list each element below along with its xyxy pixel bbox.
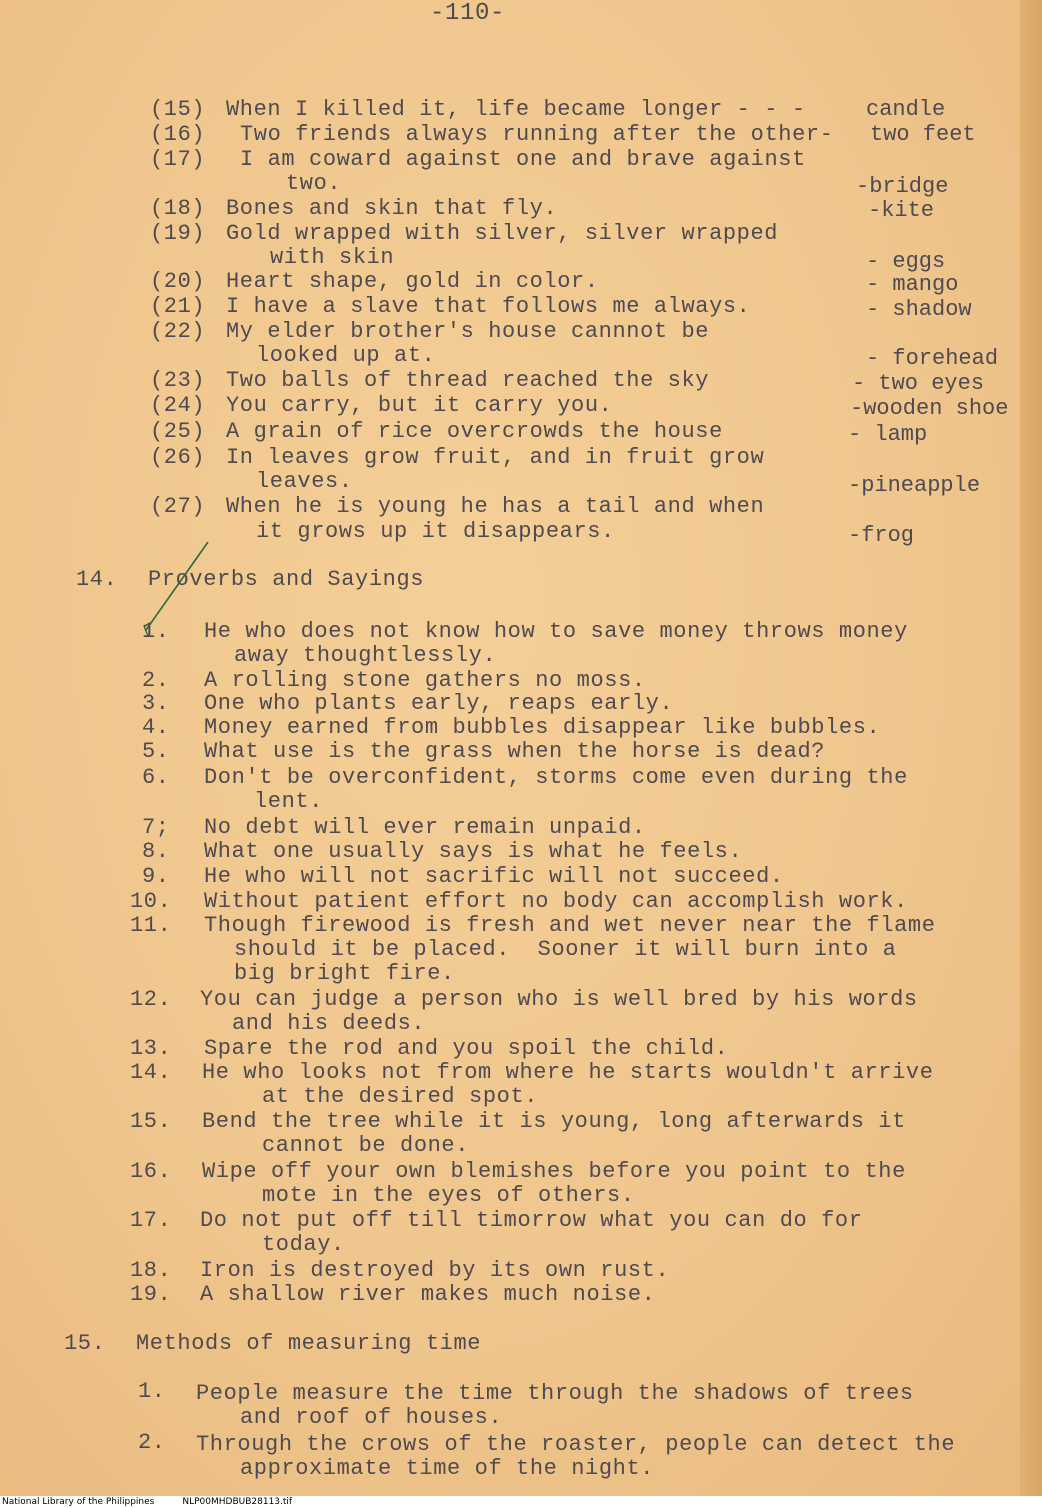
proverb-number: 2.: [142, 668, 170, 693]
method-number: 1.: [138, 1379, 166, 1404]
proverb-number: 18.: [130, 1258, 172, 1283]
proverb-number: 19.: [130, 1282, 172, 1307]
riddle-number: (15): [150, 97, 206, 122]
proverb-text-cont: at the desired spot.: [262, 1084, 539, 1109]
proverb-text-cont: cannot be done.: [262, 1133, 470, 1158]
proverb-number: 8.: [142, 839, 170, 864]
riddle-text: I am coward against one and brave against: [240, 147, 806, 172]
proverb-text-cont: away thoughtlessly.: [234, 643, 497, 668]
riddle-answer: - lamp: [848, 422, 928, 447]
riddle-number: (24): [150, 393, 206, 418]
proverb-text: A shallow river makes much noise.: [200, 1282, 656, 1307]
riddle-text: Bones and skin that fly.: [226, 196, 558, 221]
riddle-text: You carry, but it carry you.: [226, 393, 613, 418]
riddle-answer: - forehead: [866, 346, 999, 371]
riddle-answer: - mango: [866, 272, 959, 297]
riddle-number: (19): [150, 221, 206, 246]
riddle-number: (27): [150, 494, 206, 519]
proverb-text-cont: lent.: [254, 789, 324, 814]
proverb-text: A rolling stone gathers no moss.: [204, 668, 646, 693]
riddle-number: (25): [150, 419, 206, 444]
library-credit: National Library of the Philippines: [2, 1497, 155, 1507]
section-number: 14.: [76, 567, 118, 592]
riddle-answer: -bridge: [856, 174, 949, 199]
riddle-text: My elder brother's house cannnot be: [226, 319, 710, 344]
riddle-answer: -pineapple: [848, 473, 981, 498]
riddle-text-cont: with skin: [270, 245, 395, 270]
proverb-text: Spare the rod and you spoil the child.: [204, 1036, 729, 1061]
proverb-number: 17.: [130, 1208, 172, 1233]
proverb-text: Wipe off your own blemishes before you point to the: [202, 1159, 906, 1184]
proverb-number: 4.: [142, 715, 170, 740]
proverb-number: 13.: [130, 1036, 172, 1061]
riddle-number: (26): [150, 445, 206, 470]
riddle-text: I have a slave that follows me always.: [226, 294, 751, 319]
section-heading: Methods of measuring time: [136, 1331, 482, 1356]
riddle-number: (21): [150, 294, 206, 319]
section-number: 15.: [64, 1331, 106, 1356]
proverb-text: You can judge a person who is well bred by his words: [200, 987, 918, 1012]
riddle-answer: -wooden shoe: [850, 396, 1009, 421]
method-text-cont: and roof of houses.: [240, 1405, 503, 1430]
proverb-text: He who will not sacrific will not succeed.: [204, 864, 784, 889]
proverb-text: Bend the tree while it is young, long afterwards it: [202, 1109, 906, 1134]
proverb-text: Iron is destroyed by its own rust.: [200, 1258, 670, 1283]
proverb-number: 14.: [130, 1060, 172, 1085]
riddle-text: A grain of rice overcrowds the house: [226, 419, 723, 444]
proverb-text: What use is the grass when the horse is dead?: [204, 739, 826, 764]
riddle-number: (16): [150, 122, 206, 147]
proverb-number: 11.: [130, 913, 172, 938]
proverb-number: 3.: [142, 691, 170, 716]
proverb-number: 9.: [142, 864, 170, 889]
proverb-text: One who plants early, reaps early.: [204, 691, 674, 716]
proverb-text: Don't be overconfident, storms come even during the: [204, 765, 908, 790]
riddle-text: Two balls of thread reached the sky: [226, 368, 710, 393]
proverb-text: He who looks not from where he starts wouldn't arrive: [202, 1060, 934, 1085]
riddle-text-cont: two.: [286, 171, 342, 196]
proverb-number: 1.: [142, 619, 170, 644]
riddle-answer: -kite: [868, 198, 935, 223]
proverb-number: 7;: [142, 815, 170, 840]
proverb-number: 16.: [130, 1159, 172, 1184]
proverb-text: What one usually says is what he feels.: [204, 839, 743, 864]
proverb-number: 15.: [130, 1109, 172, 1134]
proverb-text-cont: should it be placed. Sooner it will burn into a: [234, 937, 897, 962]
proverb-text: Though firewood is fresh and wet never near the flame: [204, 913, 936, 938]
proverb-text-cont: and his deeds.: [232, 1011, 426, 1036]
method-text-cont: approximate time of the night.: [240, 1456, 655, 1481]
method-number: 2.: [138, 1430, 166, 1455]
riddle-answer: - eggs: [866, 249, 946, 274]
proverb-number: 12.: [130, 987, 172, 1012]
riddle-text: Two friends always running after the other-: [240, 122, 834, 147]
method-text: People measure the time through the shadows of trees: [196, 1381, 914, 1406]
riddle-answer: two feet: [870, 122, 976, 147]
riddle-number: (17): [150, 147, 206, 172]
proverb-number: 5.: [142, 739, 170, 764]
page-number: -110-: [430, 0, 506, 27]
section-heading: Proverbs and Sayings: [148, 567, 425, 592]
scan-filename: NLP00MHDBUB28113.tif: [182, 1497, 293, 1507]
scan-footer: [0, 1496, 1042, 1508]
riddle-number: (18): [150, 196, 206, 221]
proverb-text: Without patient effort no body can accomplish work.: [204, 889, 908, 914]
riddle-text: When I killed it, life became longer - - -: [226, 97, 806, 122]
proverb-text: Money earned from bubbles disappear like bubbles.: [204, 715, 881, 740]
riddle-text: Gold wrapped with silver, silver wrapped: [226, 221, 779, 246]
method-text: Through the crows of the roaster, people can detect the: [196, 1432, 956, 1457]
proverb-text-cont: mote in the eyes of others.: [262, 1183, 635, 1208]
page-edge: [1020, 0, 1042, 1496]
riddle-text: When he is young he has a tail and when: [226, 494, 765, 519]
proverb-text: No debt will ever remain unpaid.: [204, 815, 646, 840]
proverb-number: 6.: [142, 765, 170, 790]
riddle-answer: - two eyes: [852, 371, 985, 396]
riddle-number: (20): [150, 269, 206, 294]
riddle-number: (22): [150, 319, 206, 344]
proverb-text: Do not put off till timorrow what you can do for: [200, 1208, 863, 1233]
proverb-text: He who does not know how to save money throws money: [204, 619, 908, 644]
riddle-text: In leaves grow fruit, and in fruit grow: [226, 445, 765, 470]
riddle-text-cont: leaves.: [256, 469, 353, 494]
riddle-text-cont: it grows up it disappears.: [256, 519, 615, 544]
riddle-answer: candle: [866, 97, 946, 122]
proverb-text-cont: big bright fire.: [234, 961, 455, 986]
riddle-text: Heart shape, gold in color.: [226, 269, 599, 294]
riddle-answer: - shadow: [866, 297, 972, 322]
riddle-text-cont: looked up at.: [256, 343, 436, 368]
proverb-text-cont: today.: [262, 1232, 345, 1257]
riddle-answer: -frog: [848, 523, 915, 548]
proverb-number: 10.: [130, 889, 172, 914]
riddle-number: (23): [150, 368, 206, 393]
